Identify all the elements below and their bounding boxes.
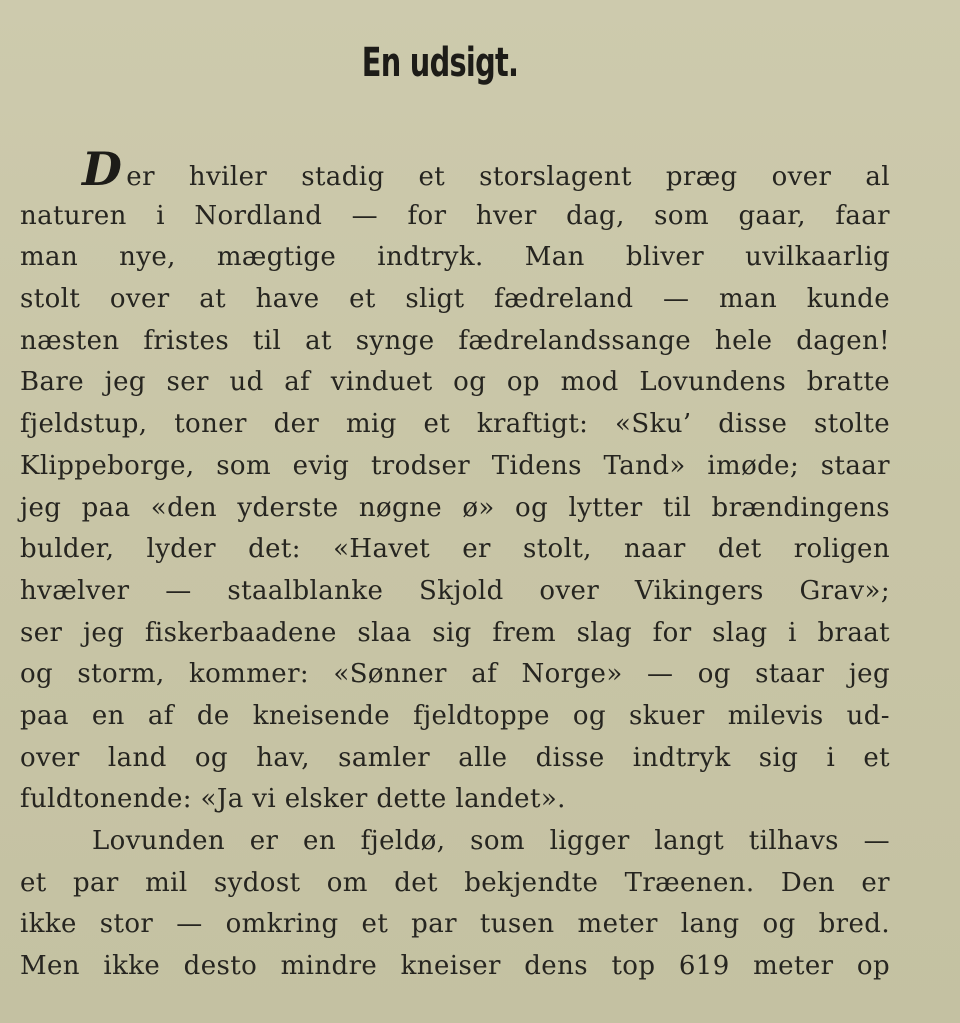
text-line: Lovunden er en fjeldø, som ligger langt tilhavs — [92,826,890,856]
text-line: hvælver — staalblanke Skjold over Vikingers Grav»; [20,575,890,606]
text-line: og storm, kommer: «Sønner af Norge» — og staar jeg [20,659,890,690]
text-line: er hviler stadig et storslagent præg over al [126,162,890,192]
text-line: jeg paa «den yderste nøgne ø» og lytter til brændingens [20,492,890,523]
text-line: et par mil sydost om det bekjendte Træenen. Den er [20,867,890,898]
text-line: fuldtonende: «Ja vi elsker dette landet». [20,784,566,815]
text-line: man nye, mægtige indtryk. Man bliver uvilkaarlig [20,242,890,273]
text-line: Men ikke desto mindre kneiser dens top 619 meter op [20,951,890,982]
body-text [20,142,890,988]
text-line: stolt over at have et sligt fædreland — man kunde [20,284,890,315]
text-line: næsten fristes til at synge fædrelandssange hele dagen! [20,325,890,356]
text-line: Bare jeg ser ud af vinduet og op mod Lovundens bratte [20,367,890,398]
text-line: over land og hav, samler alle disse indtryk sig i et [20,742,890,773]
text-line: ikke stor — omkring et par tusen meter lang og bred. [20,909,890,940]
text-line: paa en af de kneisende fjeldtoppe og skuer milevis ud- [20,700,890,731]
text-line-1 [20,142,890,196]
text-line: bulder, lyder det: «Havet er stolt, naar det roligen [20,534,890,565]
drop-cap: D [82,142,123,196]
text-line: fjeldstup, toner der mig et kraftigt: «Sku’ disse stolte [20,409,890,440]
page-title: En udsigt. [361,40,519,86]
text-line: naturen i Nordland — for hver dag, som gaar, faar [20,200,890,231]
text-line: ser jeg fiskerbaadene slaa sig frem slag for slag i braat [20,617,890,648]
text-line: Klippeborge, som evig trodser Tidens Tand» imøde; staar [20,450,890,481]
